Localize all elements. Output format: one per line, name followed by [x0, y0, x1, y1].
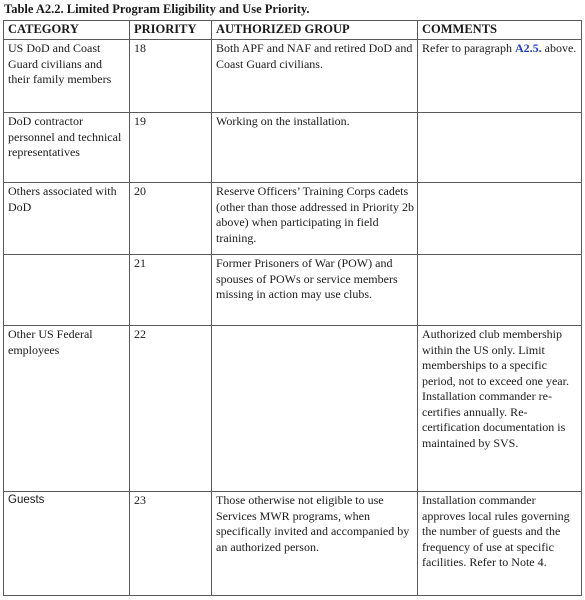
header-comments: COMMENTS	[418, 21, 582, 40]
table-row	[4, 113, 582, 183]
cell-category: Other US Federal employees	[4, 326, 130, 492]
cell-priority: 18	[130, 40, 212, 113]
cell-comments: Installation commander approves local rules governing the number of guests and the frequency of use at specific facilities. Refer to Note 4.	[418, 492, 582, 596]
cell-authorized-group: Both APF and NAF and retired DoD and Coast Guard civilians.	[212, 40, 418, 113]
cell-priority: 21	[130, 255, 212, 326]
table-row	[4, 326, 582, 492]
cell-category: DoD contractor personnel and technical representatives	[4, 113, 130, 183]
table-row	[4, 183, 582, 255]
table-header-row	[4, 21, 582, 40]
cell-authorized-group: Those otherwise not eligible to use Services MWR programs, when specifically invited and accompanied by an authorized person.	[212, 492, 418, 596]
table-caption: Table A2.2. Limited Program Eligibility and Use Priority.	[4, 2, 310, 16]
table-row	[4, 255, 582, 326]
cell-authorized-group	[212, 326, 418, 492]
paragraph-reference-link[interactable]: A2.5.	[514, 41, 542, 55]
eligibility-table	[3, 20, 582, 596]
cell-comments	[418, 255, 582, 326]
cell-authorized-group: Former Prisoners of War (POW) and spouses of POWs or service members missing in action may use clubs.	[212, 255, 418, 326]
cell-comments	[418, 183, 582, 255]
cell-comments: Authorized club membership within the US only. Limit memberships to a specific period, not to exceed one year. Installation commander re-certifies annually. Re-certification documentation is maintained by SVS.	[418, 326, 582, 492]
cell-category: Others associated with DoD	[4, 183, 130, 255]
table-row	[4, 492, 582, 596]
table-row	[4, 40, 582, 113]
cell-priority: 22	[130, 326, 212, 492]
cell-authorized-group: Working on the installation.	[212, 113, 418, 183]
cell-category	[4, 255, 130, 326]
header-authorized-group: AUTHORIZED GROUP	[212, 21, 418, 40]
comment-text: above.	[541, 41, 577, 55]
cell-priority: 19	[130, 113, 212, 183]
cell-priority: 20	[130, 183, 212, 255]
comment-text: Refer to paragraph	[422, 41, 515, 55]
header-priority: PRIORITY	[130, 21, 212, 40]
cell-authorized-group: Reserve Officers’ Training Corps cadets (other than those addressed in Priority 2b above) when participating in field training.	[212, 183, 418, 255]
cell-category: Guests	[4, 492, 130, 596]
header-category: CATEGORY	[4, 21, 130, 40]
cell-comments	[418, 40, 582, 113]
cell-comments	[418, 113, 582, 183]
cell-priority: 23	[130, 492, 212, 596]
cell-category: US DoD and Coast Guard civilians and their family members	[4, 40, 130, 113]
